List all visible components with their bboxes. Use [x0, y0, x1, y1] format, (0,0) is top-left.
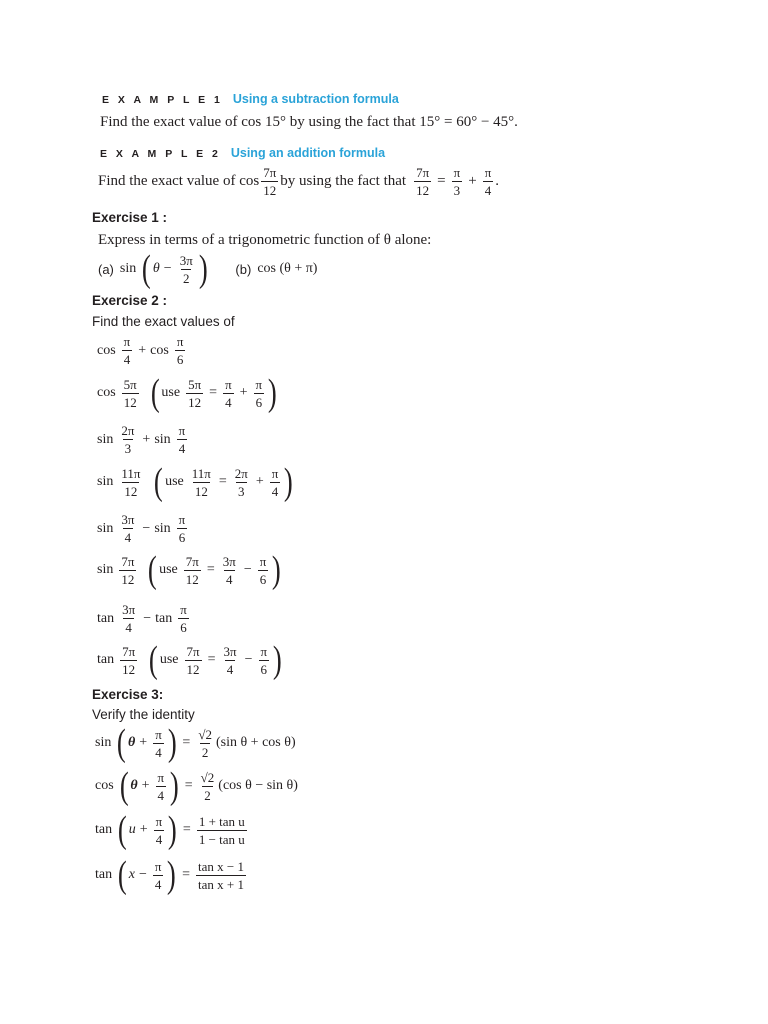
math-function: sin	[95, 735, 112, 750]
fraction	[156, 771, 167, 802]
example-2-text-b: by using the fact that	[280, 173, 407, 189]
fraction	[258, 555, 269, 586]
fraction-numerator: 7π	[186, 643, 200, 659]
math-operator: =	[207, 652, 216, 667]
math-operator: +	[239, 385, 248, 400]
math-variable: θ	[152, 261, 160, 276]
math-operator: =	[184, 778, 193, 793]
fraction	[154, 815, 165, 846]
math-function: tan	[95, 867, 113, 882]
fraction-numerator: π	[157, 769, 165, 785]
fraction	[153, 860, 164, 891]
fraction-denominator: 12	[194, 483, 208, 499]
fraction	[175, 335, 186, 366]
exercise-1-instruction: Express in terms of a trigonometric function of θ alone:	[98, 232, 432, 248]
fraction	[414, 166, 431, 197]
left-paren: (	[119, 765, 129, 807]
left-paren: (	[118, 854, 127, 896]
exercise-3-item-1	[95, 724, 296, 762]
fraction-numerator: π	[453, 165, 461, 180]
fraction-denominator: 1 − tan u	[198, 831, 245, 847]
exercise-2-item-7	[97, 603, 191, 634]
fraction-denominator: 4	[123, 352, 131, 367]
fraction-denominator: 4	[225, 394, 232, 410]
math-operator: −	[243, 562, 252, 577]
math-operator: −	[163, 261, 172, 276]
fraction	[190, 467, 213, 498]
exercise-3-item-2	[95, 767, 298, 805]
exercise-2-instruction: Find the exact values of	[92, 314, 235, 329]
math-text: (cos θ − sin θ)	[218, 778, 298, 793]
math-function: cos	[97, 342, 116, 358]
fraction-denominator: 3	[238, 483, 245, 499]
math-operator: =	[182, 822, 191, 837]
exercise-3-heading: Exercise 3:	[92, 687, 164, 702]
fraction	[254, 378, 265, 409]
example-1-text: Find the exact value of cos 15° by using the fact that 15° = 60° − 45°.	[100, 114, 518, 130]
exercise-3-instruction: Verify the identity	[92, 707, 195, 722]
part-b-label: (b)	[235, 261, 252, 277]
fraction-denominator: 2	[182, 270, 190, 286]
math-operator: =	[182, 735, 191, 750]
math-operator: +	[142, 431, 151, 447]
exercise-2-item-4	[97, 463, 295, 501]
exercise-3-item-4	[95, 856, 248, 894]
math-function: sin	[154, 520, 171, 536]
math-function: use	[165, 474, 184, 489]
fraction-denominator: 6	[260, 661, 268, 677]
fraction	[452, 166, 463, 197]
math-function: sin	[119, 261, 137, 276]
fraction-denominator: 4	[484, 183, 492, 198]
math-variable: u	[128, 822, 136, 837]
math-variable: θ	[130, 778, 138, 793]
math-operator: +	[139, 735, 148, 750]
math-operator: −	[142, 520, 151, 536]
fraction-denominator: 4	[124, 530, 132, 545]
fraction	[119, 467, 142, 498]
fraction-denominator: 4	[155, 744, 162, 760]
fraction-denominator: 6	[180, 620, 187, 635]
fraction-numerator: π	[155, 813, 163, 829]
fraction-numerator: 7π	[121, 553, 135, 569]
fraction	[185, 645, 202, 676]
math-function: sin	[97, 520, 114, 536]
part-a-label: (a)	[98, 261, 114, 277]
fraction-denominator: 3	[124, 441, 132, 456]
fraction-denominator: 12	[263, 183, 277, 198]
fraction-numerator: tan x − 1	[198, 858, 244, 874]
math-function: cos	[97, 385, 116, 400]
fraction	[120, 645, 137, 676]
fraction-denominator: 4	[157, 787, 165, 803]
fraction-numerator: 7π	[185, 553, 199, 569]
fraction-numerator: 7π	[416, 165, 430, 180]
fraction	[221, 555, 238, 586]
example-1-title: Using a subtraction formula	[232, 92, 399, 106]
fraction-denominator: 12	[122, 661, 136, 677]
math-operator: +	[138, 342, 147, 358]
left-paren: (	[154, 461, 164, 503]
math-function: use	[159, 652, 179, 667]
example-2-header	[100, 144, 385, 162]
fraction	[119, 513, 136, 544]
example-2-tag: E X A M P L E 2	[100, 148, 221, 160]
exercise-2-item-2	[97, 374, 279, 412]
math-text: (sin θ + cos θ)	[215, 735, 296, 750]
right-paren: )	[272, 639, 282, 681]
left-paren: (	[142, 248, 151, 290]
fraction-denominator: 2	[201, 744, 209, 760]
fraction	[153, 728, 164, 759]
fraction-numerator: π	[180, 602, 187, 617]
right-paren: )	[168, 809, 178, 851]
fraction	[120, 603, 137, 634]
fraction-denominator: 4	[125, 620, 132, 635]
fraction-numerator: 1 + tan u	[198, 813, 245, 829]
fraction	[223, 378, 234, 409]
exercise-2-item-1	[97, 335, 187, 366]
fraction	[196, 860, 246, 891]
math-function: cos	[95, 778, 114, 793]
right-paren: )	[272, 549, 282, 591]
fraction-denominator: 6	[259, 571, 267, 587]
example-2-text-a: Find the exact value of cos	[98, 173, 260, 189]
fraction-denominator: 2	[204, 787, 211, 803]
fraction-numerator: 2π	[121, 423, 135, 438]
fraction-denominator: 4	[178, 441, 186, 456]
left-paren: (	[149, 639, 158, 681]
math-function: cos	[150, 342, 169, 358]
fraction-numerator: 7π	[122, 643, 136, 659]
fraction-denominator: 4	[226, 571, 233, 587]
math-function: sin	[154, 431, 171, 447]
fraction	[261, 166, 278, 197]
math-operator: +	[255, 474, 264, 489]
fraction-numerator: π	[271, 465, 279, 481]
fraction-numerator: 3π	[121, 512, 135, 527]
math-variable: x	[128, 867, 135, 882]
fraction-denominator: 12	[123, 394, 137, 410]
math-operator: =	[182, 867, 191, 882]
fraction-numerator: π	[178, 512, 186, 527]
fraction	[483, 166, 494, 197]
fraction-numerator: π	[176, 334, 184, 349]
fraction	[178, 603, 189, 634]
fraction	[122, 335, 133, 366]
math-operator: =	[209, 385, 218, 400]
fraction	[178, 254, 195, 285]
fraction	[258, 645, 269, 676]
fraction-numerator: π	[484, 165, 492, 180]
fraction	[270, 467, 281, 498]
example-2-title: Using an addition formula	[230, 146, 386, 160]
fraction-denominator: 4	[154, 876, 162, 892]
fraction-denominator: 3	[453, 183, 461, 198]
fraction-numerator: π	[259, 553, 267, 569]
fraction-numerator: 2π	[234, 465, 248, 481]
fraction-denominator: 12	[121, 571, 135, 587]
math-operator: −	[244, 652, 253, 667]
fraction-denominator: 4	[226, 661, 234, 677]
exercise-2-item-6	[97, 551, 283, 589]
fraction-numerator: 3π	[179, 252, 193, 268]
fraction	[122, 378, 139, 409]
math-function: use	[159, 562, 178, 577]
fraction	[233, 467, 250, 498]
exercise-2-item-8	[97, 641, 284, 679]
left-paren: (	[148, 549, 158, 591]
left-paren: (	[117, 722, 127, 764]
exercise-1-heading: Exercise 1 :	[92, 210, 168, 225]
math-operator: +	[141, 778, 150, 793]
fraction	[119, 555, 136, 586]
exercise-2-heading: Exercise 2 :	[92, 293, 168, 308]
part-b-expr: cos (θ + π)	[257, 261, 318, 276]
fraction	[197, 815, 247, 846]
fraction-denominator: 12	[186, 661, 200, 677]
fraction-numerator: 11π	[121, 465, 141, 481]
math-function: sin	[97, 562, 114, 577]
math-operator: +	[139, 822, 148, 837]
fraction-denominator: 12	[124, 483, 138, 499]
math-function: tan	[95, 822, 113, 837]
right-paren: )	[284, 461, 294, 503]
math-function: sin	[97, 431, 114, 447]
fraction	[177, 424, 188, 455]
math-function: tan	[155, 610, 173, 626]
exercise-3-item-3	[95, 811, 249, 849]
math-function: tan	[97, 652, 115, 667]
left-paren: (	[118, 809, 127, 851]
exercise-2-item-3	[97, 424, 189, 455]
math-operator: −	[143, 610, 152, 626]
exercise-2-item-5	[97, 513, 189, 544]
fraction-numerator: 5π	[188, 376, 202, 392]
fraction-denominator: 6	[178, 530, 186, 545]
fraction-numerator: π	[178, 423, 186, 438]
fraction	[196, 728, 214, 759]
fraction-denominator: 12	[416, 183, 430, 198]
example-2-text: Find the exact value of cos $\frac{7\pi}{12}$ by using the fact that $\frac{7\pi}{12}$ = $\frac{\pi}{3}$ + $\frac{\pi}{4}$ .	[98, 165, 500, 198]
fraction	[184, 555, 201, 586]
fraction	[186, 378, 203, 409]
fraction-numerator: π	[155, 726, 162, 742]
fraction-numerator: π	[255, 376, 263, 392]
math-function: tan	[97, 610, 115, 626]
fraction	[177, 513, 188, 544]
math-function: sin	[97, 474, 114, 489]
fraction-denominator: 4	[271, 483, 279, 499]
math-operator: =	[437, 173, 446, 189]
fraction-numerator: 7π	[263, 165, 277, 180]
right-paren: )	[169, 765, 179, 807]
right-paren: )	[167, 854, 177, 896]
left-paren: (	[150, 372, 160, 414]
fraction-numerator: π	[260, 643, 268, 659]
fraction-denominator: 12	[185, 571, 199, 587]
fraction-numerator: 3π	[122, 602, 136, 617]
math-operator: +	[468, 173, 477, 189]
fraction-denominator: 12	[188, 394, 202, 410]
fraction-numerator: √2	[200, 769, 215, 785]
math-function: use	[161, 385, 181, 400]
fraction-denominator: tan x + 1	[198, 876, 244, 892]
right-paren: )	[198, 248, 208, 290]
fraction-denominator: 4	[155, 831, 163, 847]
fraction	[119, 424, 136, 455]
fraction-numerator: √2	[198, 726, 212, 742]
math-operator: −	[138, 867, 147, 882]
right-paren: )	[268, 372, 277, 414]
math-operator: =	[218, 474, 227, 489]
math-variable: θ	[128, 735, 136, 750]
fraction	[199, 771, 217, 802]
fraction-numerator: π	[123, 334, 131, 349]
fraction-numerator: π	[154, 858, 162, 874]
fraction-numerator: 3π	[223, 643, 237, 659]
example-1-header	[102, 90, 399, 108]
fraction-numerator: 5π	[123, 376, 137, 392]
fraction-numerator: 11π	[191, 465, 211, 481]
fraction-denominator: 6	[255, 394, 263, 410]
fraction-numerator: 3π	[222, 553, 236, 569]
example-1-tag: E X A M P L E 1	[102, 94, 223, 106]
fraction	[222, 645, 239, 676]
fraction-numerator: π	[225, 376, 232, 392]
math-operator: =	[206, 562, 215, 577]
exercise-1-parts	[98, 250, 317, 288]
right-paren: )	[167, 722, 177, 764]
fraction-denominator: 6	[176, 352, 184, 367]
